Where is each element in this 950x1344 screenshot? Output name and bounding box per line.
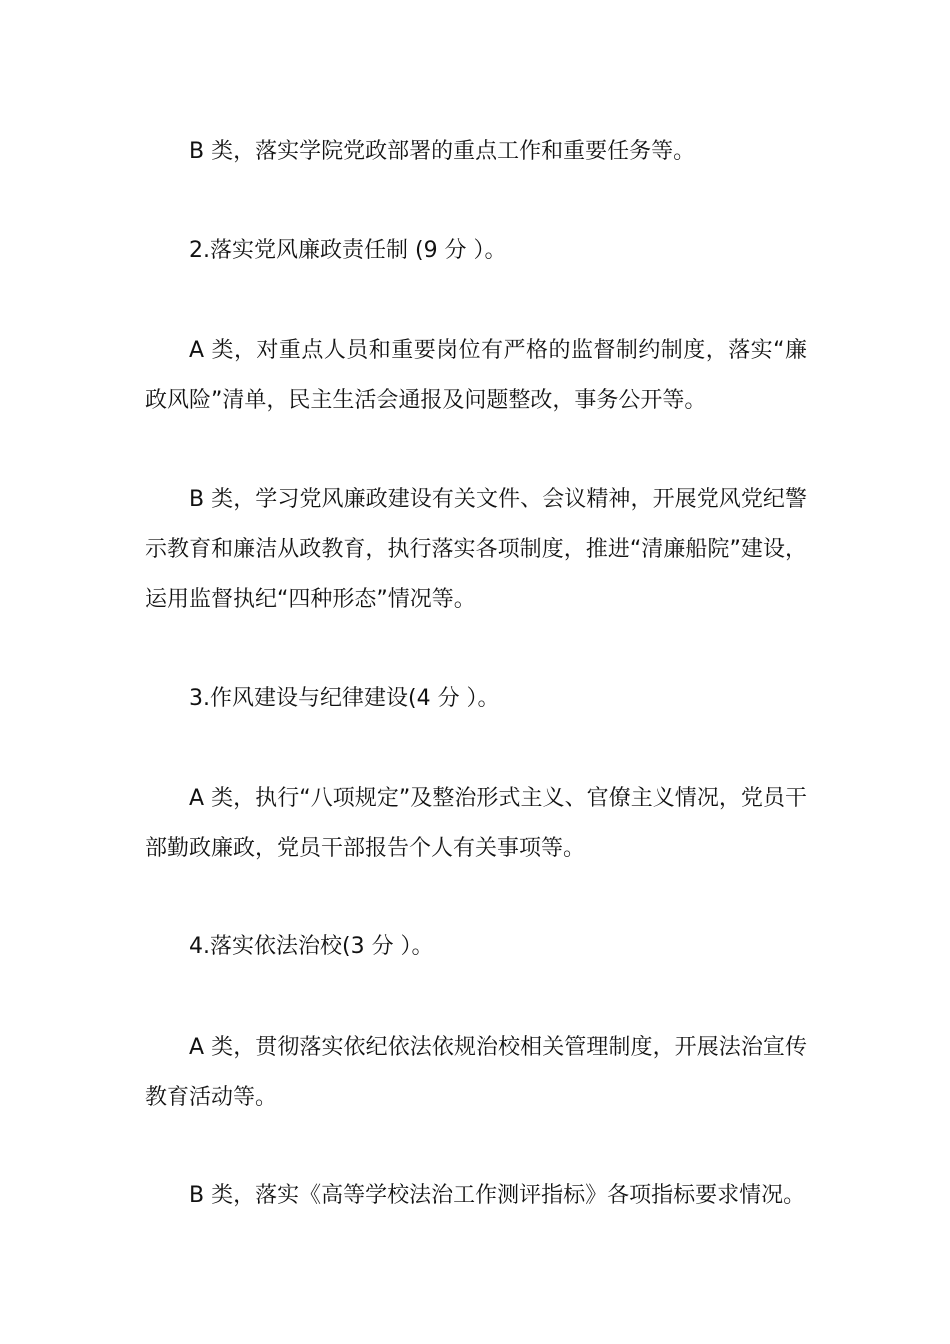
section-heading-2: 2.落实党风廉政责任制 (9 分 ）。 [189,238,507,263]
section-heading-4: 4.落实依法治校(3 分 ）。 [189,934,434,959]
paragraph-b-class-evaluation-index: B 类，落实《高等学校法治工作测评指标》各项指标要求情况。 [189,1183,806,1208]
paragraph-b-class-education: B 类，学习党风廉政建设有关文件、会议精神，开展党风党纪警示教育和廉洁从政教育，执行落实各项制度，推进“清廉船院”建设，运用监督执纪“四种形态”情况等。 [145,487,807,612]
paragraph-a-class-eight-rules: A 类，执行“八项规定”及整治形式主义、官僚主义情况，党员干部勤政廉政，党员干部报告个人有关事项等。 [145,786,807,861]
paragraph-a-class-supervision: A 类，对重点人员和重要岗位有严格的监督制约制度，落实“廉政风险”清单，民主生活会通报及问题整改，事务公开等。 [145,338,807,413]
paragraph-a-class-rule-of-law: A 类，贯彻落实依纪依法依规治校相关管理制度，开展法治宣传教育活动等。 [145,1035,807,1110]
paragraph-b-class-key-tasks: B 类，落实学院党政部署的重点工作和重要任务等。 [189,139,696,164]
section-heading-3: 3.作风建设与纪律建设(4 分 ）。 [189,686,500,711]
